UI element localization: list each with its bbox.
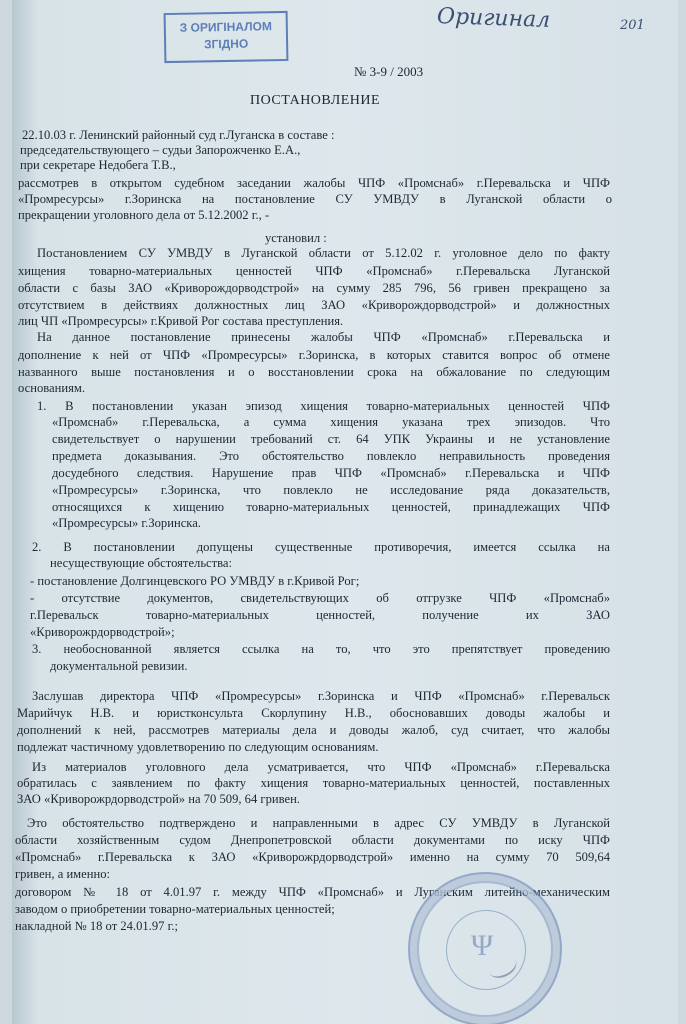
text-line: дополнений к ней, рассмотрев материалы дела и доводы жалоб, суд считает, что жалобы <box>17 723 610 737</box>
handwritten-page-mark: 201 <box>620 18 645 33</box>
text-line: председательствующего – судьи Запорожченко Е.А., <box>20 143 301 157</box>
text-line: досудебного следствия. Нарушение прав ЧПФ «Промснаб» г.Перевальска и ЧПФ <box>52 466 610 480</box>
text-line: области хозяйственным судом Днепропетровской области документами по иску ЧПФ <box>15 833 610 847</box>
text-line: отсутствием в действиях должностных лиц ЗАО «Криворождорводстрой» и должностных <box>18 298 610 312</box>
text-line: Постановлением СУ УМВДУ в Луганской области от 5.12.02 г. уголовное дело по факту <box>37 246 610 260</box>
text-line: лиц ЧП «Промресурсы» г.Кривой Рог состава преступления. <box>18 314 344 328</box>
document-title: ПОСТАНОВЛЕНИЕ <box>250 93 381 108</box>
text-line: дополнение к ней от ЧПФ «Промресурсы» г.Зоринска, в которых ставится вопрос об отмене <box>18 348 610 362</box>
text-line: - отсутствие документов, свидетельствующих об отгрузке ЧПФ «Промснаб» <box>30 591 610 605</box>
text-line: несуществующие обстоятельства: <box>50 556 233 570</box>
text-line: «Промресурсы» г.Зоринска на постановление СУ УМВДУ в Луганской области о <box>18 192 612 206</box>
text-line: «Промресурсы» г.Зоринска. <box>52 516 201 530</box>
text-line: «Криворожрдорводстрой»; <box>30 625 175 639</box>
text-line: относящихся к хищению товарно-материальных ценностей, принадлежащих ЧПФ <box>52 500 610 514</box>
text-line: установил : <box>265 231 327 245</box>
text-line: На данное постановление принесены жалобы ЧПФ «Промснаб» г.Перевальска и <box>37 330 610 344</box>
text-line: «Промснаб» г.Перевальска к ЗАО «Криворожрдорводстрой» именно на сумму 70 509,64 <box>15 850 610 864</box>
text-line: документальной ревизии. <box>50 659 188 673</box>
text-line: ЗАО «Криворожрдорводстрой» на 70 509, 64 гривен. <box>17 792 300 806</box>
text-line: г.Перевальск товарно-материальных ценностей, получение их ЗАО <box>30 608 610 622</box>
text-line: Заслушав директора ЧПФ «Промресурсы» г.Зоринска и ЧПФ «Промснаб» г.Перевальск <box>32 689 610 703</box>
text-line: договором № 18 от 4.01.97 г. между ЧПФ «Промснаб» и Луганским литейно-механическим <box>15 885 610 899</box>
text-line: подлежат частичному удовлетворению по следующим основаниям. <box>17 740 379 754</box>
text-line: Марийчук Н.В. и юристконсульта Скорлупину Н.В., обосновавших доводы жалобы и <box>17 706 610 720</box>
text-line: названного выше постановления и о восстановлении срока на обжалование по следующим <box>18 365 610 379</box>
text-line: «Промснаб» г.Перевальска, а сумма хищения указана трех эпизодов. Что <box>52 415 610 429</box>
text-line: Из материалов уголовного дела усматривается, что ЧПФ «Промснаб» г.Перевальска <box>32 760 610 774</box>
trident-icon: Ψ <box>471 929 494 962</box>
text-line: обратилась с заявлением по факту хищения товарно-материальных ценностей, поставленных <box>17 776 610 790</box>
text-line: «Промресурсы» г.Зоринска, что повлекло не исследование ряда доказательств, <box>52 483 610 497</box>
text-line: предмета доказывания. Это обстоятельство повлекло неправильность проведения <box>52 449 610 463</box>
document-number: № 3-9 / 2003 <box>354 64 424 79</box>
official-seal <box>408 872 562 1024</box>
text-line: - постановление Долгинцевского РО УМВДУ в г.Кривой Рог; <box>30 574 360 588</box>
text-line: накладной № 18 от 24.01.97 г.; <box>15 919 178 933</box>
text-line: 2. В постановлении допущены существенные противоречия, имеется ссылка на <box>32 540 610 554</box>
document-page <box>12 0 678 1024</box>
certification-stamp <box>164 11 289 63</box>
text-line: рассмотрев в открытом судебном заседании жалобы ЧПФ «Промснаб» г.Перевальска и ЧПФ <box>18 176 610 190</box>
text-line: прекращении уголовного дела от 5.12.2002 г., - <box>18 208 270 222</box>
text-line: при секретаре Недобега Т.В., <box>20 158 176 172</box>
text-line: хищения товарно-материальных ценностей ЧПФ «Промснаб» г.Перевальска Луганской <box>18 264 610 278</box>
stamp-line-2: ЗГІДНО <box>203 36 249 52</box>
text-line: основаниям. <box>18 381 85 395</box>
text-line: заводом о приобретении товарно-материальных ценностей; <box>15 902 335 916</box>
text-line: гривен, а именно: <box>15 867 111 881</box>
text-line: свидетельствует о нарушении требований ст. 64 УПК Украины и не установление <box>52 432 610 446</box>
text-line: 1. В постановлении указан эпизод хищения товарно-материальных ценностей ЧПФ <box>37 399 610 413</box>
text-line: 22.10.03 г. Ленинский районный суд г.Луганска в составе : <box>22 128 335 142</box>
handwritten-note: Оригинал <box>436 4 551 33</box>
text-line: 3. необоснованной является ссылка на то, что это препятствует проведению <box>32 642 610 656</box>
text-line: области с базы ЗАО «Криворождорводстрой» на сумму 285 796, 56 гривен прекращено за <box>18 281 610 295</box>
text-line: Это обстоятельство подтверждено и направленными в адрес СУ УМВДУ в Луганской <box>27 816 610 830</box>
stamp-line-1: З ОРИГІНАЛОМ <box>179 19 273 35</box>
